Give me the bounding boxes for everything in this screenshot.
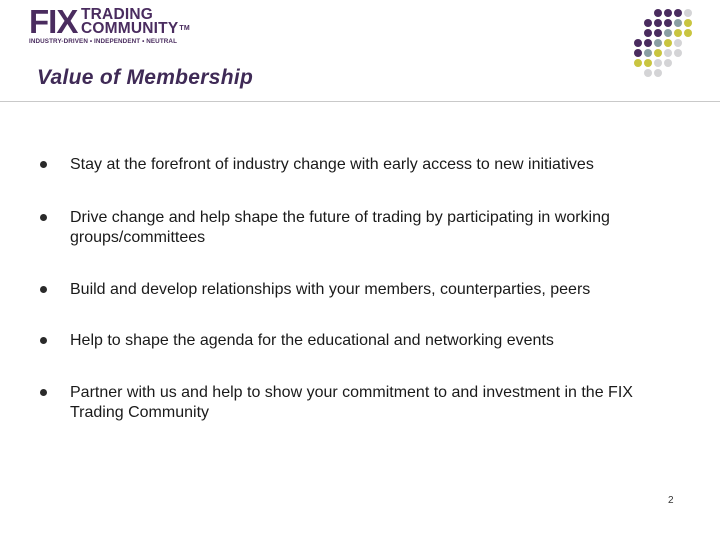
logo-trading-text: TRADING [81,6,154,23]
bullet-dot-icon [40,389,47,396]
bullet-text: Build and develop relationships with your members, counterparties, peers [70,281,591,298]
bullet-text: Help to shape the agenda for the educational and networking events [70,332,554,349]
decorative-dot [634,49,642,57]
decorative-dot [654,39,662,47]
decorative-dot-grid [634,9,694,89]
title-divider [0,101,720,102]
decorative-dot [654,29,662,37]
bullet-text: Stay at the forefront of industry change with early access to new initiatives [70,156,594,173]
logo-tagline: INDUSTRY-DRIVEN • INDEPENDENT • NEUTRAL [29,38,178,45]
decorative-dot [644,59,652,67]
bullet-dot-icon [40,214,47,221]
decorative-dot [664,59,672,67]
bullet-text: Drive change and help shape the future of trading by participating in working groups/committees [70,209,610,246]
logo-community-text: COMMUNITY™ [81,20,190,37]
bullet-text: Partner with us and help to show your commitment to and investment in the FIX Trading Community [70,384,633,421]
decorative-dot [664,39,672,47]
decorative-dot [644,29,652,37]
decorative-dot [684,19,692,27]
decorative-dot [684,29,692,37]
decorative-dot [654,49,662,57]
logo-fix-wordmark: FIX [29,3,78,40]
decorative-dot [664,9,672,17]
decorative-dot [674,49,682,57]
bullet-dot-icon [40,337,47,344]
decorative-dot [644,39,652,47]
bullet-dot-icon [40,161,47,168]
decorative-dot [644,49,652,57]
decorative-dot [654,59,662,67]
decorative-dot [634,59,642,67]
decorative-dot [674,29,682,37]
fix-trading-community-logo [29,3,229,47]
decorative-dot [654,9,662,17]
decorative-dot [674,39,682,47]
decorative-dot [634,39,642,47]
slide-title: Value of Membership [37,66,254,89]
decorative-dot [654,69,662,77]
decorative-dot [684,9,692,17]
bullet-dot-icon [40,286,47,293]
decorative-dot [644,19,652,27]
logo-trademark: TM [179,25,190,32]
decorative-dot [674,19,682,27]
decorative-dot [654,19,662,27]
decorative-dot [664,49,672,57]
decorative-dot [664,29,672,37]
page-number: 2 [668,495,674,506]
decorative-dot [674,9,682,17]
decorative-dot [644,69,652,77]
decorative-dot [664,19,672,27]
